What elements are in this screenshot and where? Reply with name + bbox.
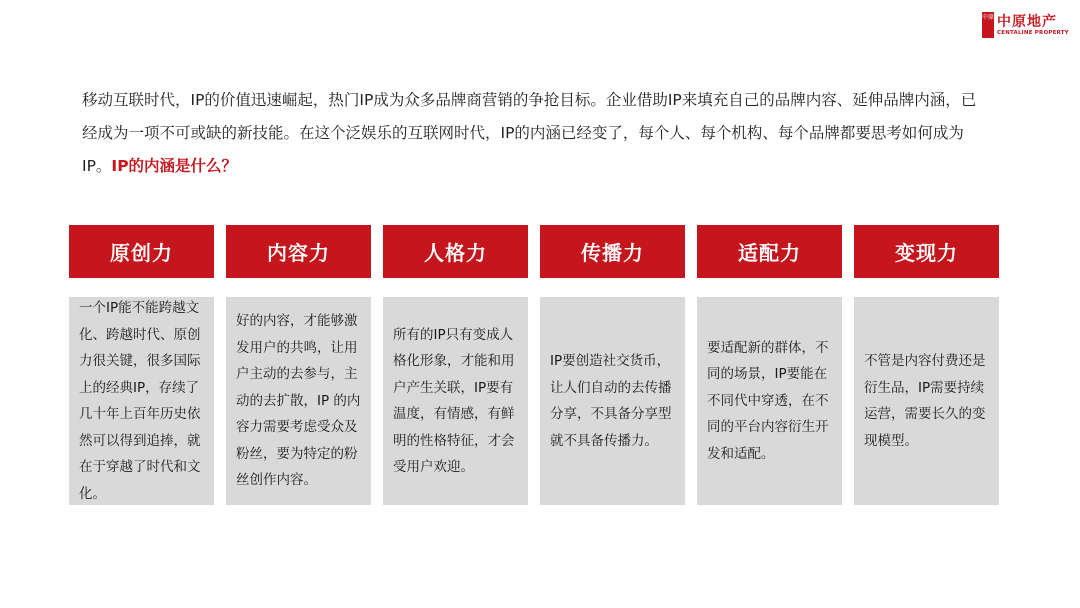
card-title: 变现力 [854,225,999,278]
card-body [697,297,842,505]
card-adaptability [697,225,842,462]
card-title: 传播力 [540,225,685,278]
logo-name-en: CENTALINE PROPERTY [997,29,1069,36]
company-logo [982,12,1069,38]
card-text: 所有的IP只有变成人格化形象，才能和用户产生关联，IP要有温度，有情感，有鲜明的性格特征，才会受用户欢迎。 [393,326,515,475]
card-monetization [854,225,999,449]
logo-mark: 中原 [982,12,994,38]
card-body [383,297,528,505]
card-text: 不管是内容付费还是衍生品，IP需要持续运营，需要长久的变现模型。 [864,353,986,449]
card-title: 人格力 [383,225,528,278]
card-title: 原创力 [69,225,214,278]
logo-name-cn: 中原地产 [997,13,1057,30]
card-content [226,225,371,489]
intro-text: 移动互联时代，IP的价值迅速崛起，热门IP成为众多品牌商营销的争抢目标。企业借助IP来填充自己的品牌内容、延伸品牌内涵，已经成为一项不可或缺的新技能。在这个泛娱乐的互联网时代，IP的内涵已经变了，每个人、每个机构、每个品牌都要思考如何成为IP。 [82,91,977,175]
logo-text [997,14,1069,37]
intro-highlight: IP的内涵是什么？ [111,157,238,175]
card-personality [383,225,528,475]
intro-paragraph [82,84,982,183]
card-spread [540,225,685,449]
card-originality [69,225,214,502]
card-text: 好的内容，才能够激发用户的共鸣，让用户主动的去参与，主动的去扩散，IP 的内容力需要考虑受众及粉丝，要为特定的粉丝创作内容。 [236,313,361,489]
card-body [854,297,999,505]
card-body [226,297,371,505]
card-text: IP要创造社交货币，让人们自动的去传播分享，不具备分享型就不具备传播力。 [550,353,672,449]
card-body [69,297,214,505]
card-text: 一个IP能不能跨越文化、跨越时代、原创力很关键，很多国际上的经典IP，存续了几十年上百年历史依然可以得到追捧，就在于穿越了时代和文化。 [79,300,201,502]
card-body [540,297,685,505]
card-title: 内容力 [226,225,371,278]
card-text: 要适配新的群体，不同的场景，IP要能在不同代中穿透，在不同的平台内容衍生开发和适配。 [707,339,829,462]
card-title: 适配力 [697,225,842,278]
